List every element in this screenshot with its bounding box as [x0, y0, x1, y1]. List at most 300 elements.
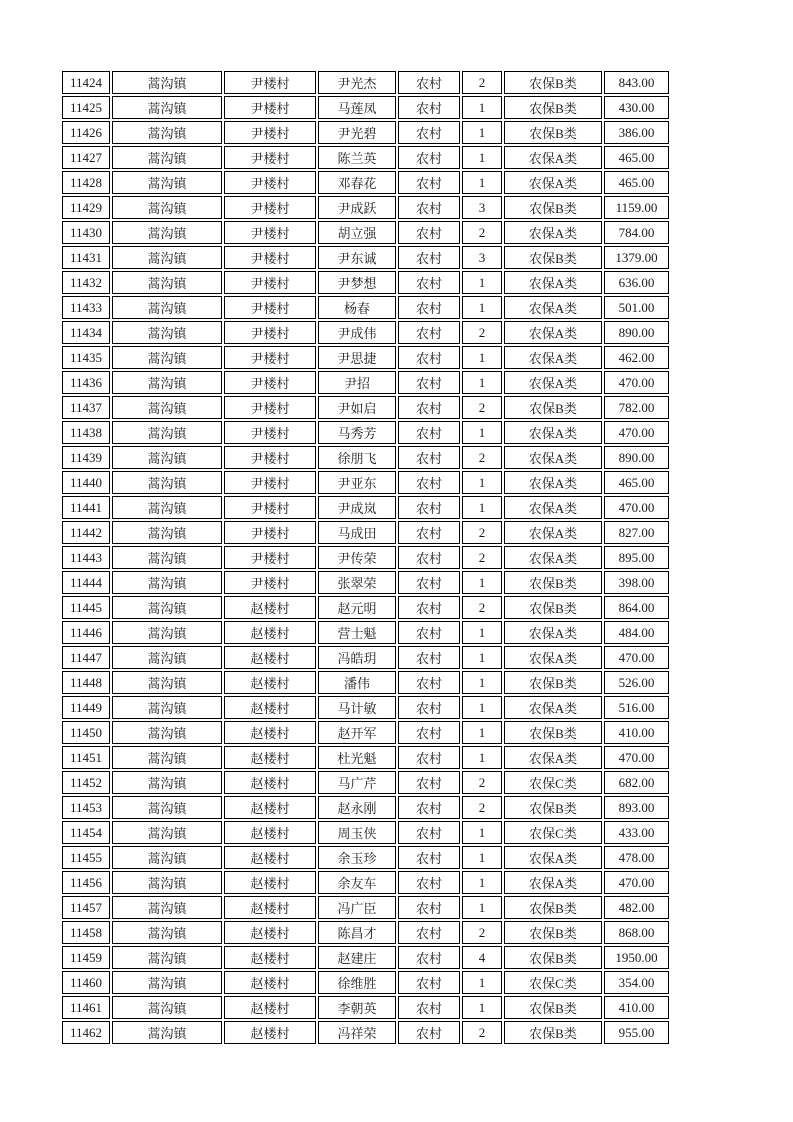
cell-person-count: 1	[462, 371, 502, 394]
table-row	[62, 546, 669, 569]
cell-village: 赵楼村	[224, 1021, 316, 1044]
cell-village: 赵楼村	[224, 921, 316, 944]
cell-residence-type: 农村	[398, 1021, 460, 1044]
cell-residence-type: 农村	[398, 846, 460, 869]
cell-town: 蒿沟镇	[112, 896, 222, 919]
table-row	[62, 596, 669, 619]
cell-person-count: 2	[462, 71, 502, 94]
table-row	[62, 521, 669, 544]
cell-person-count: 1	[462, 496, 502, 519]
cell-insurance-category: 农保A类	[504, 546, 602, 569]
cell-village: 尹楼村	[224, 171, 316, 194]
cell-amount: 354.00	[604, 971, 669, 994]
cell-village: 尹楼村	[224, 346, 316, 369]
cell-person-count: 2	[462, 521, 502, 544]
cell-amount: 895.00	[604, 546, 669, 569]
cell-residence-type: 农村	[398, 196, 460, 219]
cell-village: 赵楼村	[224, 771, 316, 794]
cell-person-count: 1	[462, 821, 502, 844]
cell-serial: 11432	[62, 271, 110, 294]
cell-person-name: 胡立强	[318, 221, 396, 244]
cell-residence-type: 农村	[398, 971, 460, 994]
cell-insurance-category: 农保B类	[504, 721, 602, 744]
cell-person-count: 2	[462, 796, 502, 819]
cell-amount: 827.00	[604, 521, 669, 544]
cell-person-count: 2	[462, 221, 502, 244]
cell-town: 蒿沟镇	[112, 171, 222, 194]
cell-town: 蒿沟镇	[112, 596, 222, 619]
table-row	[62, 571, 669, 594]
cell-amount: 636.00	[604, 271, 669, 294]
cell-residence-type: 农村	[398, 221, 460, 244]
cell-person-count: 1	[462, 96, 502, 119]
cell-town: 蒿沟镇	[112, 371, 222, 394]
cell-serial: 11451	[62, 746, 110, 769]
cell-person-name: 尹成跃	[318, 196, 396, 219]
cell-person-count: 1	[462, 646, 502, 669]
cell-amount: 482.00	[604, 896, 669, 919]
cell-person-count: 1	[462, 271, 502, 294]
cell-serial: 11448	[62, 671, 110, 694]
cell-amount: 410.00	[604, 996, 669, 1019]
cell-town: 蒿沟镇	[112, 71, 222, 94]
cell-insurance-category: 农保B类	[504, 121, 602, 144]
cell-insurance-category: 农保A类	[504, 621, 602, 644]
cell-person-count: 2	[462, 1021, 502, 1044]
table-row	[62, 946, 669, 969]
cell-serial: 11449	[62, 696, 110, 719]
cell-person-count: 2	[462, 546, 502, 569]
cell-person-count: 1	[462, 471, 502, 494]
cell-person-count: 1	[462, 671, 502, 694]
cell-village: 赵楼村	[224, 596, 316, 619]
cell-village: 赵楼村	[224, 871, 316, 894]
cell-serial: 11459	[62, 946, 110, 969]
cell-amount: 478.00	[604, 846, 669, 869]
cell-amount: 465.00	[604, 471, 669, 494]
cell-serial: 11443	[62, 546, 110, 569]
cell-insurance-category: 农保A类	[504, 346, 602, 369]
cell-amount: 1379.00	[604, 246, 669, 269]
cell-serial: 11460	[62, 971, 110, 994]
cell-insurance-category: 农保A类	[504, 321, 602, 344]
cell-residence-type: 农村	[398, 421, 460, 444]
cell-village: 尹楼村	[224, 321, 316, 344]
cell-amount: 784.00	[604, 221, 669, 244]
cell-residence-type: 农村	[398, 696, 460, 719]
cell-person-count: 2	[462, 921, 502, 944]
cell-town: 蒿沟镇	[112, 671, 222, 694]
cell-amount: 843.00	[604, 71, 669, 94]
cell-insurance-category: 农保B类	[504, 571, 602, 594]
cell-serial: 11455	[62, 846, 110, 869]
cell-village: 尹楼村	[224, 121, 316, 144]
cell-serial: 11430	[62, 221, 110, 244]
cell-person-count: 1	[462, 896, 502, 919]
cell-person-count: 4	[462, 946, 502, 969]
table-row	[62, 96, 669, 119]
cell-insurance-category: 农保A类	[504, 696, 602, 719]
cell-serial: 11441	[62, 496, 110, 519]
cell-serial: 11462	[62, 1021, 110, 1044]
cell-town: 蒿沟镇	[112, 321, 222, 344]
cell-insurance-category: 农保A类	[504, 496, 602, 519]
table-row	[62, 796, 669, 819]
cell-insurance-category: 农保A类	[504, 846, 602, 869]
cell-amount: 470.00	[604, 646, 669, 669]
cell-person-name: 赵开军	[318, 721, 396, 744]
cell-village: 尹楼村	[224, 371, 316, 394]
cell-residence-type: 农村	[398, 546, 460, 569]
cell-residence-type: 农村	[398, 996, 460, 1019]
cell-person-count: 1	[462, 971, 502, 994]
cell-amount: 430.00	[604, 96, 669, 119]
table-row	[62, 821, 669, 844]
cell-residence-type: 农村	[398, 396, 460, 419]
table-row	[62, 271, 669, 294]
cell-amount: 484.00	[604, 621, 669, 644]
cell-town: 蒿沟镇	[112, 96, 222, 119]
cell-serial: 11425	[62, 96, 110, 119]
cell-person-name: 潘伟	[318, 671, 396, 694]
cell-village: 尹楼村	[224, 146, 316, 169]
cell-insurance-category: 农保C类	[504, 771, 602, 794]
cell-town: 蒿沟镇	[112, 771, 222, 794]
cell-person-count: 2	[462, 396, 502, 419]
cell-village: 尹楼村	[224, 71, 316, 94]
cell-village: 赵楼村	[224, 721, 316, 744]
cell-town: 蒿沟镇	[112, 221, 222, 244]
cell-person-count: 1	[462, 696, 502, 719]
cell-village: 赵楼村	[224, 746, 316, 769]
table-row	[62, 671, 669, 694]
cell-residence-type: 农村	[398, 446, 460, 469]
cell-insurance-category: 农保A类	[504, 371, 602, 394]
cell-village: 尹楼村	[224, 496, 316, 519]
cell-serial: 11442	[62, 521, 110, 544]
cell-insurance-category: 农保B类	[504, 996, 602, 1019]
cell-village: 赵楼村	[224, 696, 316, 719]
cell-person-name: 尹招	[318, 371, 396, 394]
cell-amount: 465.00	[604, 146, 669, 169]
cell-person-count: 1	[462, 346, 502, 369]
cell-insurance-category: 农保A类	[504, 471, 602, 494]
cell-amount: 398.00	[604, 571, 669, 594]
cell-village: 尹楼村	[224, 96, 316, 119]
cell-person-name: 赵永刚	[318, 796, 396, 819]
cell-village: 赵楼村	[224, 896, 316, 919]
table-row	[62, 621, 669, 644]
cell-amount: 868.00	[604, 921, 669, 944]
cell-person-name: 张翠荣	[318, 571, 396, 594]
cell-town: 蒿沟镇	[112, 396, 222, 419]
cell-serial: 11450	[62, 721, 110, 744]
cell-amount: 526.00	[604, 671, 669, 694]
cell-residence-type: 农村	[398, 771, 460, 794]
table-row	[62, 121, 669, 144]
cell-person-name: 尹东诚	[318, 246, 396, 269]
cell-person-name: 徐维胜	[318, 971, 396, 994]
table-row	[62, 246, 669, 269]
cell-village: 尹楼村	[224, 221, 316, 244]
table-row	[62, 1021, 669, 1044]
cell-village: 尹楼村	[224, 196, 316, 219]
cell-town: 蒿沟镇	[112, 871, 222, 894]
cell-serial: 11446	[62, 621, 110, 644]
cell-person-name: 杜光魁	[318, 746, 396, 769]
cell-town: 蒿沟镇	[112, 146, 222, 169]
table-row	[62, 721, 669, 744]
cell-amount: 890.00	[604, 321, 669, 344]
cell-town: 蒿沟镇	[112, 521, 222, 544]
cell-person-count: 1	[462, 296, 502, 319]
table-row	[62, 171, 669, 194]
cell-serial: 11456	[62, 871, 110, 894]
cell-residence-type: 农村	[398, 296, 460, 319]
cell-insurance-category: 农保A类	[504, 446, 602, 469]
cell-town: 蒿沟镇	[112, 496, 222, 519]
cell-town: 蒿沟镇	[112, 621, 222, 644]
cell-insurance-category: 农保B类	[504, 921, 602, 944]
cell-person-name: 尹成伟	[318, 321, 396, 344]
cell-residence-type: 农村	[398, 796, 460, 819]
cell-residence-type: 农村	[398, 246, 460, 269]
cell-person-name: 陈兰英	[318, 146, 396, 169]
cell-residence-type: 农村	[398, 521, 460, 544]
cell-serial: 11427	[62, 146, 110, 169]
cell-person-name: 杨春	[318, 296, 396, 319]
cell-village: 赵楼村	[224, 971, 316, 994]
table-row	[62, 746, 669, 769]
cell-person-name: 马秀芳	[318, 421, 396, 444]
cell-person-count: 2	[462, 321, 502, 344]
table-row	[62, 446, 669, 469]
cell-residence-type: 农村	[398, 646, 460, 669]
cell-insurance-category: 农保C类	[504, 971, 602, 994]
cell-person-count: 2	[462, 596, 502, 619]
cell-person-name: 冯皓玥	[318, 646, 396, 669]
cell-residence-type: 农村	[398, 496, 460, 519]
cell-person-name: 马成田	[318, 521, 396, 544]
cell-residence-type: 农村	[398, 471, 460, 494]
cell-amount: 682.00	[604, 771, 669, 794]
cell-person-count: 1	[462, 846, 502, 869]
cell-town: 蒿沟镇	[112, 921, 222, 944]
cell-village: 赵楼村	[224, 796, 316, 819]
table-row	[62, 996, 669, 1019]
cell-person-name: 尹光碧	[318, 121, 396, 144]
cell-person-name: 赵元明	[318, 596, 396, 619]
table-row	[62, 196, 669, 219]
cell-person-name: 周玉侠	[318, 821, 396, 844]
cell-village: 赵楼村	[224, 621, 316, 644]
cell-residence-type: 农村	[398, 921, 460, 944]
cell-person-name: 陈昌才	[318, 921, 396, 944]
cell-village: 尹楼村	[224, 446, 316, 469]
cell-town: 蒿沟镇	[112, 971, 222, 994]
cell-town: 蒿沟镇	[112, 421, 222, 444]
cell-person-name: 冯广臣	[318, 896, 396, 919]
cell-village: 赵楼村	[224, 671, 316, 694]
cell-insurance-category: 农保A类	[504, 171, 602, 194]
cell-town: 蒿沟镇	[112, 646, 222, 669]
cell-insurance-category: 农保C类	[504, 821, 602, 844]
table-row	[62, 846, 669, 869]
cell-insurance-category: 农保A类	[504, 871, 602, 894]
cell-person-count: 1	[462, 571, 502, 594]
table-row	[62, 296, 669, 319]
cell-serial: 11458	[62, 921, 110, 944]
cell-town: 蒿沟镇	[112, 996, 222, 1019]
cell-person-count: 1	[462, 746, 502, 769]
table-row	[62, 321, 669, 344]
cell-residence-type: 农村	[398, 621, 460, 644]
cell-residence-type: 农村	[398, 171, 460, 194]
cell-person-count: 1	[462, 421, 502, 444]
table-row	[62, 971, 669, 994]
cell-person-name: 马广芹	[318, 771, 396, 794]
cell-insurance-category: 农保A类	[504, 296, 602, 319]
cell-residence-type: 农村	[398, 896, 460, 919]
cell-insurance-category: 农保B类	[504, 946, 602, 969]
cell-amount: 470.00	[604, 871, 669, 894]
cell-person-count: 1	[462, 996, 502, 1019]
table-row	[62, 71, 669, 94]
cell-serial: 11436	[62, 371, 110, 394]
cell-village: 赵楼村	[224, 646, 316, 669]
cell-person-name: 马计敏	[318, 696, 396, 719]
cell-person-name: 尹亚东	[318, 471, 396, 494]
table-body	[62, 71, 669, 1044]
table-row	[62, 771, 669, 794]
cell-amount: 955.00	[604, 1021, 669, 1044]
table-row	[62, 696, 669, 719]
table-row	[62, 346, 669, 369]
cell-village: 尹楼村	[224, 246, 316, 269]
cell-person-name: 营士魁	[318, 621, 396, 644]
table-row	[62, 221, 669, 244]
cell-village: 尹楼村	[224, 471, 316, 494]
cell-town: 蒿沟镇	[112, 571, 222, 594]
cell-insurance-category: 农保A类	[504, 146, 602, 169]
cell-residence-type: 农村	[398, 371, 460, 394]
cell-town: 蒿沟镇	[112, 846, 222, 869]
cell-person-count: 1	[462, 621, 502, 644]
cell-amount: 470.00	[604, 421, 669, 444]
cell-town: 蒿沟镇	[112, 546, 222, 569]
cell-person-name: 尹思捷	[318, 346, 396, 369]
cell-residence-type: 农村	[398, 96, 460, 119]
cell-person-name: 尹光杰	[318, 71, 396, 94]
cell-amount: 470.00	[604, 371, 669, 394]
cell-village: 尹楼村	[224, 571, 316, 594]
cell-village: 尹楼村	[224, 521, 316, 544]
table-row	[62, 421, 669, 444]
cell-person-count: 3	[462, 246, 502, 269]
cell-person-count: 1	[462, 146, 502, 169]
cell-residence-type: 农村	[398, 146, 460, 169]
cell-serial: 11445	[62, 596, 110, 619]
cell-residence-type: 农村	[398, 271, 460, 294]
cell-town: 蒿沟镇	[112, 796, 222, 819]
cell-amount: 516.00	[604, 696, 669, 719]
cell-residence-type: 农村	[398, 596, 460, 619]
cell-serial: 11453	[62, 796, 110, 819]
cell-town: 蒿沟镇	[112, 196, 222, 219]
cell-amount: 1159.00	[604, 196, 669, 219]
cell-insurance-category: 农保A类	[504, 271, 602, 294]
cell-town: 蒿沟镇	[112, 446, 222, 469]
cell-amount: 386.00	[604, 121, 669, 144]
cell-insurance-category: 农保A类	[504, 746, 602, 769]
cell-insurance-category: 农保B类	[504, 246, 602, 269]
cell-town: 蒿沟镇	[112, 296, 222, 319]
cell-serial: 11428	[62, 171, 110, 194]
cell-person-name: 余玉珍	[318, 846, 396, 869]
cell-insurance-category: 农保A类	[504, 421, 602, 444]
cell-serial: 11452	[62, 771, 110, 794]
table-row	[62, 871, 669, 894]
cell-serial: 11438	[62, 421, 110, 444]
cell-town: 蒿沟镇	[112, 121, 222, 144]
cell-serial: 11435	[62, 346, 110, 369]
cell-person-count: 1	[462, 721, 502, 744]
cell-insurance-category: 农保B类	[504, 396, 602, 419]
cell-person-name: 尹成岚	[318, 496, 396, 519]
table-row	[62, 646, 669, 669]
cell-town: 蒿沟镇	[112, 246, 222, 269]
cell-village: 尹楼村	[224, 271, 316, 294]
cell-residence-type: 农村	[398, 871, 460, 894]
cell-insurance-category: 农保B类	[504, 796, 602, 819]
cell-amount: 462.00	[604, 346, 669, 369]
cell-town: 蒿沟镇	[112, 746, 222, 769]
cell-serial: 11439	[62, 446, 110, 469]
cell-serial: 11440	[62, 471, 110, 494]
table-row	[62, 396, 669, 419]
benefits-table	[60, 69, 671, 1046]
cell-person-count: 1	[462, 871, 502, 894]
cell-serial: 11434	[62, 321, 110, 344]
cell-amount: 470.00	[604, 746, 669, 769]
table-row	[62, 921, 669, 944]
table-row	[62, 371, 669, 394]
cell-insurance-category: 农保A类	[504, 646, 602, 669]
cell-amount: 1950.00	[604, 946, 669, 969]
cell-amount: 890.00	[604, 446, 669, 469]
cell-person-name: 冯祥荣	[318, 1021, 396, 1044]
cell-amount: 470.00	[604, 496, 669, 519]
cell-person-count: 1	[462, 171, 502, 194]
cell-residence-type: 农村	[398, 821, 460, 844]
cell-residence-type: 农村	[398, 346, 460, 369]
cell-serial: 11426	[62, 121, 110, 144]
cell-insurance-category: 农保B类	[504, 596, 602, 619]
cell-serial: 11447	[62, 646, 110, 669]
cell-serial: 11437	[62, 396, 110, 419]
cell-village: 尹楼村	[224, 421, 316, 444]
cell-serial: 11461	[62, 996, 110, 1019]
cell-serial: 11429	[62, 196, 110, 219]
cell-town: 蒿沟镇	[112, 1021, 222, 1044]
cell-person-name: 尹如启	[318, 396, 396, 419]
cell-town: 蒿沟镇	[112, 346, 222, 369]
table-row	[62, 471, 669, 494]
table-row	[62, 496, 669, 519]
cell-serial: 11444	[62, 571, 110, 594]
cell-serial: 11457	[62, 896, 110, 919]
cell-person-count: 2	[462, 446, 502, 469]
